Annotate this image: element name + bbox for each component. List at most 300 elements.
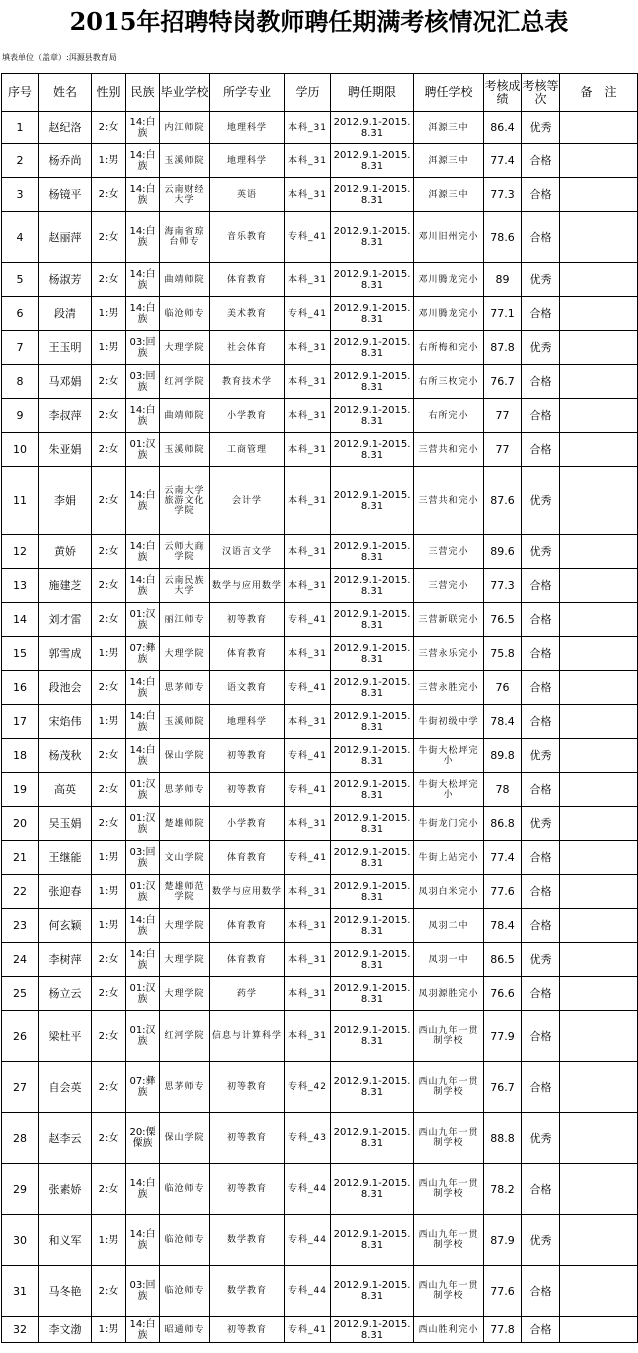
cell-note bbox=[560, 841, 638, 875]
cell-name: 李文渤 bbox=[39, 1317, 92, 1343]
cell-score: 75.8 bbox=[484, 637, 522, 671]
cell-sex: 2:女 bbox=[92, 773, 126, 807]
cell-school: 大理学院 bbox=[160, 909, 210, 943]
cell-sex: 2:女 bbox=[92, 671, 126, 705]
cell-work: 三营共和完小 bbox=[414, 467, 484, 535]
cell-major: 体育教育 bbox=[210, 943, 285, 977]
cell-note bbox=[560, 331, 638, 365]
cell-grade: 优秀 bbox=[522, 331, 560, 365]
cell-work: 右所梅和完小 bbox=[414, 331, 484, 365]
cell-score: 77.6 bbox=[484, 875, 522, 909]
cell-score: 77.3 bbox=[484, 569, 522, 603]
cell-sex: 2:女 bbox=[92, 739, 126, 773]
cell-eth: 14:白族 bbox=[126, 112, 160, 144]
cell-major: 英语 bbox=[210, 178, 285, 212]
table-body bbox=[2, 112, 638, 1343]
cell-sex: 1:男 bbox=[92, 1317, 126, 1343]
cell-sex: 1:男 bbox=[92, 297, 126, 331]
cell-note bbox=[560, 1317, 638, 1343]
cell-sex: 2:女 bbox=[92, 433, 126, 467]
cell-score: 78.6 bbox=[484, 212, 522, 263]
cell-eth: 14:白族 bbox=[126, 1317, 160, 1343]
cell-score: 77.6 bbox=[484, 1266, 522, 1317]
cell-term: 2012.9.1-2015.8.31 bbox=[331, 433, 414, 467]
cell-major: 体育教育 bbox=[210, 909, 285, 943]
cell-work: 洱源三中 bbox=[414, 144, 484, 178]
cell-edu: 专科_41 bbox=[285, 297, 331, 331]
table-row bbox=[2, 178, 638, 212]
cell-no: 26 bbox=[2, 1011, 39, 1062]
cell-note bbox=[560, 637, 638, 671]
cell-no: 8 bbox=[2, 365, 39, 399]
cell-edu: 本科_31 bbox=[285, 399, 331, 433]
cell-edu: 本科_31 bbox=[285, 569, 331, 603]
cell-school: 玉溪师院 bbox=[160, 144, 210, 178]
cell-school: 曲靖师院 bbox=[160, 263, 210, 297]
cell-term: 2012.9.1-2015.8.31 bbox=[331, 739, 414, 773]
cell-name: 高英 bbox=[39, 773, 92, 807]
cell-major: 小学教育 bbox=[210, 399, 285, 433]
cell-major: 美术教育 bbox=[210, 297, 285, 331]
cell-term: 2012.9.1-2015.8.31 bbox=[331, 603, 414, 637]
table-row bbox=[2, 365, 638, 399]
cell-school: 大理学院 bbox=[160, 977, 210, 1011]
cell-school: 玉溪师院 bbox=[160, 705, 210, 739]
cell-name: 张迎春 bbox=[39, 875, 92, 909]
cell-score: 78.2 bbox=[484, 1164, 522, 1215]
cell-name: 王玉明 bbox=[39, 331, 92, 365]
cell-sex: 2:女 bbox=[92, 467, 126, 535]
cell-grade: 合格 bbox=[522, 977, 560, 1011]
cell-term: 2012.9.1-2015.8.31 bbox=[331, 705, 414, 739]
cell-term: 2012.9.1-2015.8.31 bbox=[331, 365, 414, 399]
cell-work: 三营共和完小 bbox=[414, 433, 484, 467]
cell-eth: 03:回族 bbox=[126, 841, 160, 875]
cell-edu: 专科_41 bbox=[285, 1317, 331, 1343]
cell-grade: 优秀 bbox=[522, 1215, 560, 1266]
cell-school: 临沧师专 bbox=[160, 297, 210, 331]
cell-eth: 01:汉族 bbox=[126, 1011, 160, 1062]
cell-term: 2012.9.1-2015.8.31 bbox=[331, 943, 414, 977]
cell-note bbox=[560, 144, 638, 178]
cell-score: 88.8 bbox=[484, 1113, 522, 1164]
cell-score: 87.6 bbox=[484, 467, 522, 535]
table-row bbox=[2, 1266, 638, 1317]
cell-sex: 1:男 bbox=[92, 705, 126, 739]
cell-grade: 合格 bbox=[522, 909, 560, 943]
cell-grade: 优秀 bbox=[522, 807, 560, 841]
cell-name: 和义军 bbox=[39, 1215, 92, 1266]
table-row bbox=[2, 807, 638, 841]
cell-work: 西山九年一贯制学校 bbox=[414, 1266, 484, 1317]
cell-score: 76 bbox=[484, 671, 522, 705]
cell-no: 6 bbox=[2, 297, 39, 331]
cell-edu: 本科_31 bbox=[285, 875, 331, 909]
cell-no: 21 bbox=[2, 841, 39, 875]
cell-major: 音乐教育 bbox=[210, 212, 285, 263]
cell-major: 初等教育 bbox=[210, 1164, 285, 1215]
cell-no: 2 bbox=[2, 144, 39, 178]
cell-no: 32 bbox=[2, 1317, 39, 1343]
column-header: 序号 bbox=[2, 74, 39, 112]
cell-term: 2012.9.1-2015.8.31 bbox=[331, 1113, 414, 1164]
cell-work: 右所完小 bbox=[414, 399, 484, 433]
cell-no: 16 bbox=[2, 671, 39, 705]
cell-grade: 合格 bbox=[522, 1164, 560, 1215]
cell-term: 2012.9.1-2015.8.31 bbox=[331, 807, 414, 841]
cell-sex: 2:女 bbox=[92, 178, 126, 212]
column-header: 所学专业 bbox=[210, 74, 285, 112]
cell-sex: 2:女 bbox=[92, 365, 126, 399]
table-row bbox=[2, 977, 638, 1011]
cell-edu: 专科_42 bbox=[285, 1062, 331, 1113]
cell-major: 药学 bbox=[210, 977, 285, 1011]
cell-term: 2012.9.1-2015.8.31 bbox=[331, 637, 414, 671]
cell-work: 西山胜利完小 bbox=[414, 1317, 484, 1343]
cell-school: 思茅师专 bbox=[160, 773, 210, 807]
cell-edu: 专科_41 bbox=[285, 773, 331, 807]
cell-no: 23 bbox=[2, 909, 39, 943]
cell-work: 牛街初级中学 bbox=[414, 705, 484, 739]
cell-eth: 07:彝族 bbox=[126, 1062, 160, 1113]
cell-eth: 14:白族 bbox=[126, 1215, 160, 1266]
cell-name: 宋焰伟 bbox=[39, 705, 92, 739]
cell-grade: 优秀 bbox=[522, 535, 560, 569]
cell-grade: 优秀 bbox=[522, 739, 560, 773]
cell-school: 海南省琼台师专 bbox=[160, 212, 210, 263]
cell-major: 地理科学 bbox=[210, 705, 285, 739]
cell-eth: 03:回族 bbox=[126, 331, 160, 365]
cell-term: 2012.9.1-2015.8.31 bbox=[331, 535, 414, 569]
cell-school: 云南民族大学 bbox=[160, 569, 210, 603]
cell-edu: 本科_31 bbox=[285, 1011, 331, 1062]
cell-eth: 01:汉族 bbox=[126, 875, 160, 909]
cell-name: 赵丽萍 bbox=[39, 212, 92, 263]
cell-name: 李叔萍 bbox=[39, 399, 92, 433]
cell-score: 89 bbox=[484, 263, 522, 297]
cell-sex: 1:男 bbox=[92, 331, 126, 365]
cell-grade: 合格 bbox=[522, 569, 560, 603]
cell-grade: 合格 bbox=[522, 1011, 560, 1062]
cell-note bbox=[560, 1266, 638, 1317]
table-row bbox=[2, 1164, 638, 1215]
cell-term: 2012.9.1-2015.8.31 bbox=[331, 773, 414, 807]
cell-edu: 专科_43 bbox=[285, 1113, 331, 1164]
cell-major: 数学教育 bbox=[210, 1266, 285, 1317]
cell-edu: 本科_31 bbox=[285, 178, 331, 212]
cell-grade: 合格 bbox=[522, 178, 560, 212]
cell-major: 体育教育 bbox=[210, 263, 285, 297]
cell-edu: 专科_41 bbox=[285, 603, 331, 637]
cell-score: 76.5 bbox=[484, 603, 522, 637]
cell-work: 三营新联完小 bbox=[414, 603, 484, 637]
cell-term: 2012.9.1-2015.8.31 bbox=[331, 1215, 414, 1266]
cell-sex: 2:女 bbox=[92, 212, 126, 263]
cell-no: 22 bbox=[2, 875, 39, 909]
cell-major: 数学教育 bbox=[210, 1215, 285, 1266]
cell-note bbox=[560, 212, 638, 263]
cell-edu: 本科_31 bbox=[285, 909, 331, 943]
table-row bbox=[2, 112, 638, 144]
cell-school: 临沧师专 bbox=[160, 1266, 210, 1317]
cell-grade: 合格 bbox=[522, 671, 560, 705]
cell-eth: 01:汉族 bbox=[126, 977, 160, 1011]
cell-work: 牛街大松坪完小 bbox=[414, 773, 484, 807]
cell-grade: 合格 bbox=[522, 297, 560, 331]
cell-no: 13 bbox=[2, 569, 39, 603]
cell-score: 77 bbox=[484, 399, 522, 433]
cell-term: 2012.9.1-2015.8.31 bbox=[331, 671, 414, 705]
cell-score: 87.9 bbox=[484, 1215, 522, 1266]
cell-work: 凤羽二中 bbox=[414, 909, 484, 943]
cell-score: 78 bbox=[484, 773, 522, 807]
cell-sex: 2:女 bbox=[92, 1011, 126, 1062]
cell-edu: 本科_31 bbox=[285, 433, 331, 467]
table-row bbox=[2, 1215, 638, 1266]
cell-school: 思茅师专 bbox=[160, 1062, 210, 1113]
cell-term: 2012.9.1-2015.8.31 bbox=[331, 1317, 414, 1343]
cell-major: 语文教育 bbox=[210, 671, 285, 705]
cell-grade: 优秀 bbox=[522, 263, 560, 297]
cell-note bbox=[560, 1215, 638, 1266]
column-header: 姓名 bbox=[39, 74, 92, 112]
cell-sex: 2:女 bbox=[92, 977, 126, 1011]
cell-edu: 专科_44 bbox=[285, 1215, 331, 1266]
cell-sex: 2:女 bbox=[92, 1164, 126, 1215]
cell-grade: 优秀 bbox=[522, 112, 560, 144]
cell-score: 86.8 bbox=[484, 807, 522, 841]
cell-score: 76.7 bbox=[484, 365, 522, 399]
cell-edu: 本科_31 bbox=[285, 807, 331, 841]
cell-work: 凤羽白米完小 bbox=[414, 875, 484, 909]
cell-school: 曲靖师院 bbox=[160, 399, 210, 433]
cell-name: 自会英 bbox=[39, 1062, 92, 1113]
cell-eth: 14:白族 bbox=[126, 212, 160, 263]
cell-note bbox=[560, 297, 638, 331]
cell-name: 李树萍 bbox=[39, 943, 92, 977]
cell-no: 12 bbox=[2, 535, 39, 569]
table-row bbox=[2, 1113, 638, 1164]
cell-score: 77.4 bbox=[484, 144, 522, 178]
cell-sex: 2:女 bbox=[92, 569, 126, 603]
cell-note bbox=[560, 365, 638, 399]
cell-no: 4 bbox=[2, 212, 39, 263]
table-row bbox=[2, 1011, 638, 1062]
cell-work: 右所三枚完小 bbox=[414, 365, 484, 399]
cell-no: 1 bbox=[2, 112, 39, 144]
cell-name: 张素娇 bbox=[39, 1164, 92, 1215]
cell-note bbox=[560, 399, 638, 433]
cell-eth: 14:白族 bbox=[126, 1164, 160, 1215]
table-row bbox=[2, 433, 638, 467]
cell-score: 77.1 bbox=[484, 297, 522, 331]
column-header: 聘任学校 bbox=[414, 74, 484, 112]
cell-note bbox=[560, 467, 638, 535]
cell-term: 2012.9.1-2015.8.31 bbox=[331, 909, 414, 943]
cell-sex: 1:男 bbox=[92, 144, 126, 178]
cell-school: 云南财经大学 bbox=[160, 178, 210, 212]
cell-school: 大理学院 bbox=[160, 637, 210, 671]
cell-score: 89.6 bbox=[484, 535, 522, 569]
cell-edu: 专科_41 bbox=[285, 739, 331, 773]
cell-no: 17 bbox=[2, 705, 39, 739]
cell-score: 77 bbox=[484, 433, 522, 467]
cell-work: 邓川腾龙完小 bbox=[414, 263, 484, 297]
cell-score: 78.4 bbox=[484, 909, 522, 943]
cell-name: 施建芝 bbox=[39, 569, 92, 603]
cell-eth: 14:白族 bbox=[126, 399, 160, 433]
table-row bbox=[2, 467, 638, 535]
cell-edu: 专科_44 bbox=[285, 1164, 331, 1215]
table-row bbox=[2, 671, 638, 705]
cell-note bbox=[560, 977, 638, 1011]
cell-major: 数学与应用数学 bbox=[210, 875, 285, 909]
cell-major: 初等教育 bbox=[210, 1113, 285, 1164]
cell-major: 小学教育 bbox=[210, 807, 285, 841]
cell-school: 楚雄师范学院 bbox=[160, 875, 210, 909]
cell-eth: 14:白族 bbox=[126, 705, 160, 739]
cell-note bbox=[560, 569, 638, 603]
cell-eth: 01:汉族 bbox=[126, 603, 160, 637]
cell-eth: 14:白族 bbox=[126, 569, 160, 603]
cell-school: 大理学院 bbox=[160, 331, 210, 365]
cell-work: 西山九年一贯制学校 bbox=[414, 1215, 484, 1266]
cell-note bbox=[560, 178, 638, 212]
cell-no: 29 bbox=[2, 1164, 39, 1215]
cell-edu: 本科_31 bbox=[285, 637, 331, 671]
cell-sex: 1:男 bbox=[92, 1215, 126, 1266]
cell-edu: 专科_41 bbox=[285, 671, 331, 705]
cell-school: 大理学院 bbox=[160, 943, 210, 977]
cell-eth: 01:汉族 bbox=[126, 807, 160, 841]
table-row bbox=[2, 705, 638, 739]
table-row bbox=[2, 1062, 638, 1113]
cell-major: 体育教育 bbox=[210, 637, 285, 671]
cell-sex: 2:女 bbox=[92, 1062, 126, 1113]
cell-term: 2012.9.1-2015.8.31 bbox=[331, 297, 414, 331]
cell-school: 云南大学旅游文化学院 bbox=[160, 467, 210, 535]
cell-no: 11 bbox=[2, 467, 39, 535]
cell-grade: 合格 bbox=[522, 1317, 560, 1343]
cell-major: 社会体育 bbox=[210, 331, 285, 365]
cell-term: 2012.9.1-2015.8.31 bbox=[331, 212, 414, 263]
cell-work: 三营完小 bbox=[414, 569, 484, 603]
cell-eth: 14:白族 bbox=[126, 909, 160, 943]
cell-score: 76.7 bbox=[484, 1062, 522, 1113]
column-header: 备 注 bbox=[560, 74, 638, 112]
column-header: 毕业学校 bbox=[160, 74, 210, 112]
cell-note bbox=[560, 1062, 638, 1113]
table-row bbox=[2, 297, 638, 331]
cell-no: 9 bbox=[2, 399, 39, 433]
cell-major: 会计学 bbox=[210, 467, 285, 535]
cell-no: 3 bbox=[2, 178, 39, 212]
cell-edu: 本科_31 bbox=[285, 467, 331, 535]
cell-no: 7 bbox=[2, 331, 39, 365]
cell-score: 86.5 bbox=[484, 943, 522, 977]
table-row bbox=[2, 739, 638, 773]
cell-name: 何玄颖 bbox=[39, 909, 92, 943]
cell-name: 杨茂秋 bbox=[39, 739, 92, 773]
cell-grade: 合格 bbox=[522, 1062, 560, 1113]
cell-sex: 1:男 bbox=[92, 909, 126, 943]
cell-sex: 2:女 bbox=[92, 112, 126, 144]
cell-name: 杨淑芳 bbox=[39, 263, 92, 297]
cell-name: 朱亚娟 bbox=[39, 433, 92, 467]
cell-score: 87.8 bbox=[484, 331, 522, 365]
cell-sex: 1:男 bbox=[92, 841, 126, 875]
summary-table bbox=[1, 73, 638, 1343]
column-header: 聘任期限 bbox=[331, 74, 414, 112]
cell-eth: 14:白族 bbox=[126, 263, 160, 297]
cell-no: 5 bbox=[2, 263, 39, 297]
cell-major: 初等教育 bbox=[210, 603, 285, 637]
cell-edu: 本科_31 bbox=[285, 331, 331, 365]
cell-name: 李娟 bbox=[39, 467, 92, 535]
cell-edu: 本科_31 bbox=[285, 144, 331, 178]
cell-note bbox=[560, 433, 638, 467]
table-row bbox=[2, 773, 638, 807]
cell-eth: 01:汉族 bbox=[126, 433, 160, 467]
cell-eth: 14:白族 bbox=[126, 535, 160, 569]
table-row bbox=[2, 212, 638, 263]
cell-grade: 合格 bbox=[522, 433, 560, 467]
cell-work: 洱源三中 bbox=[414, 178, 484, 212]
cell-note bbox=[560, 1113, 638, 1164]
cell-note bbox=[560, 807, 638, 841]
cell-score: 78.4 bbox=[484, 705, 522, 739]
cell-work: 三营永胜完小 bbox=[414, 671, 484, 705]
cell-school: 思茅师专 bbox=[160, 671, 210, 705]
cell-work: 牛街龙门完小 bbox=[414, 807, 484, 841]
cell-no: 19 bbox=[2, 773, 39, 807]
cell-eth: 14:白族 bbox=[126, 739, 160, 773]
cell-term: 2012.9.1-2015.8.31 bbox=[331, 1266, 414, 1317]
cell-work: 洱源三中 bbox=[414, 112, 484, 144]
fill-unit-label: 填表单位（盖章）:洱源县教育局 bbox=[2, 53, 117, 62]
cell-major: 汉语言文学 bbox=[210, 535, 285, 569]
cell-sex: 2:女 bbox=[92, 535, 126, 569]
cell-sex: 1:男 bbox=[92, 875, 126, 909]
table-row bbox=[2, 841, 638, 875]
cell-note bbox=[560, 1011, 638, 1062]
cell-name: 吴玉娟 bbox=[39, 807, 92, 841]
cell-term: 2012.9.1-2015.8.31 bbox=[331, 977, 414, 1011]
cell-sex: 2:女 bbox=[92, 263, 126, 297]
cell-school: 云师大商学院 bbox=[160, 535, 210, 569]
cell-edu: 专科_41 bbox=[285, 212, 331, 263]
cell-work: 凤羽源胜完小 bbox=[414, 977, 484, 1011]
cell-term: 2012.9.1-2015.8.31 bbox=[331, 263, 414, 297]
cell-grade: 合格 bbox=[522, 705, 560, 739]
cell-eth: 14:白族 bbox=[126, 943, 160, 977]
header-row bbox=[2, 74, 638, 112]
cell-score: 77.3 bbox=[484, 178, 522, 212]
cell-note bbox=[560, 671, 638, 705]
cell-term: 2012.9.1-2015.8.31 bbox=[331, 1011, 414, 1062]
cell-sex: 2:女 bbox=[92, 1113, 126, 1164]
cell-work: 凤羽一中 bbox=[414, 943, 484, 977]
cell-term: 2012.9.1-2015.8.31 bbox=[331, 467, 414, 535]
cell-name: 马冬艳 bbox=[39, 1266, 92, 1317]
cell-grade: 合格 bbox=[522, 637, 560, 671]
cell-note bbox=[560, 909, 638, 943]
cell-no: 28 bbox=[2, 1113, 39, 1164]
cell-edu: 专科_44 bbox=[285, 1266, 331, 1317]
cell-work: 牛街大松坪完小 bbox=[414, 739, 484, 773]
cell-sex: 2:女 bbox=[92, 943, 126, 977]
cell-work: 西山九年一贯制学校 bbox=[414, 1113, 484, 1164]
